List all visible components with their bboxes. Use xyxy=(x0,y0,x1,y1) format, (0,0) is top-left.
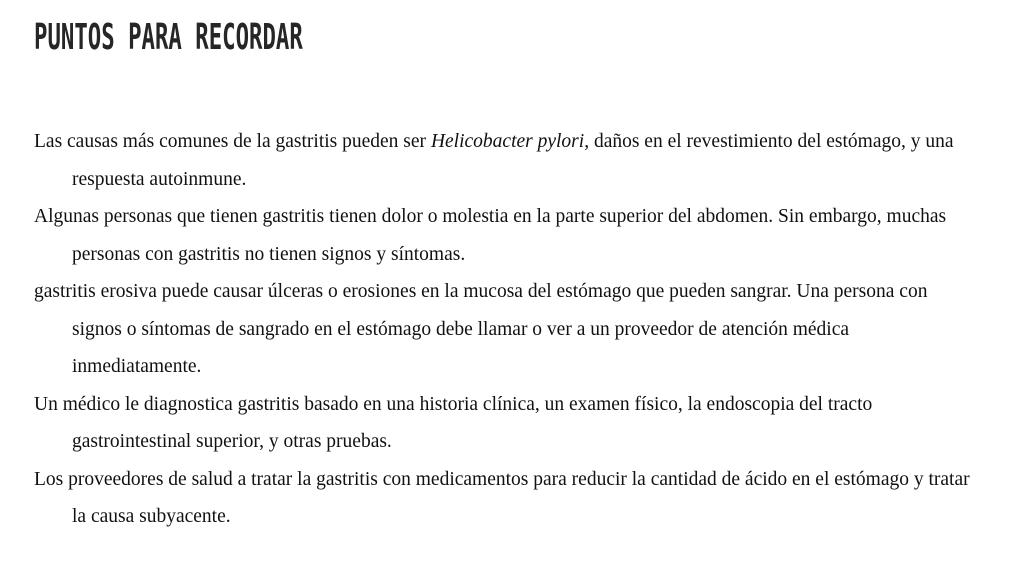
slide-title: PUNTOS PARA RECORDAR xyxy=(34,17,303,58)
point-causes-text-end: , daños en el revestimiento del estómago, y una respuesta autoinmune. xyxy=(72,131,954,190)
point-causes-italic-term: Helicobacter pylori xyxy=(430,131,585,152)
point-causes-text-start: Las causas más comunes de la gastritis pueden ser xyxy=(34,131,431,152)
point-causes xyxy=(34,123,974,198)
slide-body xyxy=(34,123,974,536)
point-erosive-gastritis: gastritis erosiva puede causar úlceras o erosiones en la mucosa del estómago que pueden sangrar. Una persona con signos o síntomas de sangrado en el estómago debe llamar o ver a un proveedor de atención médica inmediatamente. xyxy=(34,281,928,377)
point-treatment: Los proveedores de salud a tratar la gastritis con medicamentos para reducir la cantidad de ácido en el estómago y tratar la causa subyacente. xyxy=(34,468,970,527)
point-diagnosis: Un médico le diagnostica gastritis basado en una historia clínica, un examen físico, la endoscopia del tracto gastrointestinal superior, y otras pruebas. xyxy=(34,393,873,452)
point-symptoms: Algunas personas que tienen gastritis tienen dolor o molestia en la parte superior del abdomen. Sin embargo, muchas personas con gastritis no tienen signos y síntomas. xyxy=(34,206,947,265)
